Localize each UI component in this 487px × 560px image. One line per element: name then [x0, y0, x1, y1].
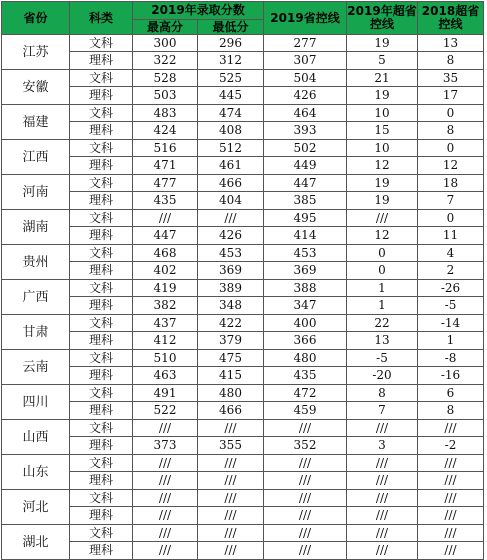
control-line-cell: ///	[264, 490, 347, 507]
min-score-cell: 404	[198, 192, 264, 210]
control-line-cell: 426	[264, 87, 347, 105]
control-line-cell: 393	[264, 122, 347, 140]
over-2018-cell: ///	[418, 490, 484, 507]
max-score-cell: 491	[133, 385, 198, 402]
over-2018-cell: 8	[418, 402, 484, 420]
table-row	[2, 192, 484, 210]
subject-cell: 文科	[70, 385, 133, 402]
over-2019-cell: 19	[347, 192, 418, 210]
control-line-cell: 480	[264, 350, 347, 367]
over-2019-cell: 12	[347, 227, 418, 245]
header-min-score: 最低分	[198, 20, 264, 35]
table-row	[2, 297, 484, 315]
subject-cell: 文科	[70, 175, 133, 192]
over-2018-cell: 0	[418, 210, 484, 227]
table-row	[2, 315, 484, 332]
table-row	[2, 402, 484, 420]
max-score-cell: 528	[133, 70, 198, 87]
control-line-cell: 400	[264, 315, 347, 332]
max-score-cell: 373	[133, 437, 198, 455]
max-score-cell: 424	[133, 122, 198, 140]
province-cell: 广西	[2, 280, 70, 315]
max-score-cell: ///	[133, 210, 198, 227]
header-province: 省份	[2, 2, 70, 35]
table-row	[2, 245, 484, 262]
table-row	[2, 140, 484, 157]
max-score-cell: 435	[133, 192, 198, 210]
control-line-cell: 472	[264, 385, 347, 402]
min-score-cell: 415	[198, 367, 264, 385]
table-row	[2, 105, 484, 122]
max-score-cell: 483	[133, 105, 198, 122]
over-2019-cell: -5	[347, 350, 418, 367]
header-score-group: 2019年录取分数	[133, 2, 264, 20]
table-row	[2, 280, 484, 297]
over-2019-cell: 19	[347, 87, 418, 105]
over-2018-cell: 11	[418, 227, 484, 245]
control-line-cell: ///	[264, 472, 347, 490]
table-row	[2, 367, 484, 385]
max-score-cell: ///	[133, 472, 198, 490]
over-2019-cell: 10	[347, 105, 418, 122]
min-score-cell: 466	[198, 402, 264, 420]
over-2019-cell: 15	[347, 122, 418, 140]
min-score-cell: 312	[198, 52, 264, 70]
subject-cell: 理科	[70, 52, 133, 70]
table-row	[2, 70, 484, 87]
table-row	[2, 385, 484, 402]
table-row	[2, 542, 484, 560]
over-2018-cell: -16	[418, 367, 484, 385]
over-2018-cell: -26	[418, 280, 484, 297]
over-2018-cell: 4	[418, 245, 484, 262]
province-cell: 江苏	[2, 35, 70, 70]
province-cell: 甘肃	[2, 315, 70, 350]
min-score-cell: 480	[198, 385, 264, 402]
table-row	[2, 52, 484, 70]
table-row	[2, 87, 484, 105]
over-2018-cell: 0	[418, 105, 484, 122]
control-line-cell: 502	[264, 140, 347, 157]
max-score-cell: 382	[133, 297, 198, 315]
control-line-cell: ///	[264, 525, 347, 542]
min-score-cell: ///	[198, 472, 264, 490]
min-score-cell: 474	[198, 105, 264, 122]
over-2018-cell: ///	[418, 542, 484, 560]
province-cell: 云南	[2, 350, 70, 385]
min-score-cell: 422	[198, 315, 264, 332]
control-line-cell: 388	[264, 280, 347, 297]
province-cell: 河南	[2, 175, 70, 210]
min-score-cell: 445	[198, 87, 264, 105]
subject-cell: 文科	[70, 350, 133, 367]
control-line-cell: 447	[264, 175, 347, 192]
control-line-cell: 435	[264, 367, 347, 385]
min-score-cell: 348	[198, 297, 264, 315]
over-2019-cell: 0	[347, 262, 418, 280]
min-score-cell: ///	[198, 507, 264, 525]
over-2019-cell: 3	[347, 437, 418, 455]
table-body	[2, 35, 484, 560]
subject-cell: 文科	[70, 140, 133, 157]
control-line-cell: ///	[264, 455, 347, 472]
over-2019-cell: -20	[347, 367, 418, 385]
over-2019-cell: 0	[347, 245, 418, 262]
subject-cell: 理科	[70, 332, 133, 350]
control-line-cell: ///	[264, 420, 347, 437]
min-score-cell: 355	[198, 437, 264, 455]
table-row	[2, 332, 484, 350]
table-row	[2, 210, 484, 227]
control-line-cell: 495	[264, 210, 347, 227]
max-score-cell: 300	[133, 35, 198, 52]
control-line-cell: ///	[264, 507, 347, 525]
min-score-cell: ///	[198, 525, 264, 542]
min-score-cell: 453	[198, 245, 264, 262]
max-score-cell: 471	[133, 157, 198, 175]
subject-cell: 理科	[70, 402, 133, 420]
table-row	[2, 472, 484, 490]
max-score-cell: 510	[133, 350, 198, 367]
province-cell: 河北	[2, 490, 70, 525]
subject-cell: 理科	[70, 437, 133, 455]
subject-cell: 理科	[70, 122, 133, 140]
over-2019-cell: 8	[347, 385, 418, 402]
table-row	[2, 175, 484, 192]
over-2018-cell: ///	[418, 420, 484, 437]
header-line-2019: 2019省控线	[264, 2, 347, 35]
max-score-cell: ///	[133, 507, 198, 525]
max-score-cell: 503	[133, 87, 198, 105]
min-score-cell: 379	[198, 332, 264, 350]
subject-cell: 理科	[70, 227, 133, 245]
header-over-2018: 2018超省控线	[418, 2, 484, 35]
control-line-cell: 459	[264, 402, 347, 420]
province-cell: 贵州	[2, 245, 70, 280]
max-score-cell: 322	[133, 52, 198, 70]
province-cell: 江西	[2, 140, 70, 175]
max-score-cell: 437	[133, 315, 198, 332]
subject-cell: 理科	[70, 87, 133, 105]
min-score-cell: ///	[198, 210, 264, 227]
over-2018-cell: -5	[418, 297, 484, 315]
max-score-cell: 477	[133, 175, 198, 192]
min-score-cell: 461	[198, 157, 264, 175]
header-subject: 科类	[70, 2, 133, 35]
min-score-cell: 475	[198, 350, 264, 367]
over-2019-cell: 22	[347, 315, 418, 332]
max-score-cell: 412	[133, 332, 198, 350]
table-row	[2, 455, 484, 472]
subject-cell: 文科	[70, 315, 133, 332]
min-score-cell: 512	[198, 140, 264, 157]
subject-cell: 文科	[70, 105, 133, 122]
table-row	[2, 525, 484, 542]
over-2018-cell: 13	[418, 35, 484, 52]
control-line-cell: 369	[264, 262, 347, 280]
min-score-cell: 408	[198, 122, 264, 140]
header-over-2019: 2019年超省控线	[347, 2, 418, 35]
over-2019-cell: 10	[347, 140, 418, 157]
admission-score-table	[1, 1, 484, 560]
over-2019-cell: ///	[347, 472, 418, 490]
table-row	[2, 227, 484, 245]
province-cell: 湖北	[2, 525, 70, 560]
min-score-cell: ///	[198, 490, 264, 507]
min-score-cell: 466	[198, 175, 264, 192]
min-score-cell: 426	[198, 227, 264, 245]
min-score-cell: 369	[198, 262, 264, 280]
over-2018-cell: ///	[418, 455, 484, 472]
table-row	[2, 35, 484, 52]
over-2018-cell: 8	[418, 122, 484, 140]
over-2019-cell: 1	[347, 280, 418, 297]
table-row	[2, 420, 484, 437]
province-cell: 福建	[2, 105, 70, 140]
over-2019-cell: 19	[347, 35, 418, 52]
subject-cell: 理科	[70, 262, 133, 280]
over-2018-cell: 8	[418, 52, 484, 70]
max-score-cell: ///	[133, 525, 198, 542]
over-2019-cell: 13	[347, 332, 418, 350]
control-line-cell: 307	[264, 52, 347, 70]
over-2019-cell: 5	[347, 52, 418, 70]
over-2019-cell: 1	[347, 297, 418, 315]
table-row	[2, 262, 484, 280]
subject-cell: 文科	[70, 35, 133, 52]
subject-cell: 理科	[70, 367, 133, 385]
min-score-cell: ///	[198, 542, 264, 560]
control-line-cell: 385	[264, 192, 347, 210]
over-2019-cell: 12	[347, 157, 418, 175]
table-row	[2, 350, 484, 367]
over-2018-cell: 7	[418, 192, 484, 210]
over-2018-cell: -2	[418, 437, 484, 455]
over-2018-cell: 0	[418, 140, 484, 157]
subject-cell: 文科	[70, 280, 133, 297]
subject-cell: 理科	[70, 507, 133, 525]
control-line-cell: ///	[264, 542, 347, 560]
over-2019-cell: ///	[347, 420, 418, 437]
min-score-cell: 525	[198, 70, 264, 87]
table-row	[2, 490, 484, 507]
table-row	[2, 507, 484, 525]
over-2019-cell: 21	[347, 70, 418, 87]
subject-cell: 理科	[70, 157, 133, 175]
over-2018-cell: ///	[418, 507, 484, 525]
province-cell: 山东	[2, 455, 70, 490]
over-2019-cell: ///	[347, 525, 418, 542]
control-line-cell: 453	[264, 245, 347, 262]
min-score-cell: ///	[198, 420, 264, 437]
over-2018-cell: 2	[418, 262, 484, 280]
subject-cell: 文科	[70, 525, 133, 542]
max-score-cell: ///	[133, 455, 198, 472]
table-row	[2, 437, 484, 455]
over-2018-cell: ///	[418, 525, 484, 542]
control-line-cell: 277	[264, 35, 347, 52]
subject-cell: 文科	[70, 210, 133, 227]
header-max-score: 最高分	[133, 20, 198, 35]
province-cell: 安徽	[2, 70, 70, 105]
over-2019-cell: 7	[347, 402, 418, 420]
max-score-cell: 419	[133, 280, 198, 297]
subject-cell: 文科	[70, 490, 133, 507]
max-score-cell: 447	[133, 227, 198, 245]
table-row	[2, 122, 484, 140]
subject-cell: 文科	[70, 70, 133, 87]
max-score-cell: 516	[133, 140, 198, 157]
subject-cell: 理科	[70, 542, 133, 560]
min-score-cell: ///	[198, 455, 264, 472]
max-score-cell: 463	[133, 367, 198, 385]
province-cell: 湖南	[2, 210, 70, 245]
over-2018-cell: ///	[418, 472, 484, 490]
control-line-cell: 504	[264, 70, 347, 87]
table-row	[2, 157, 484, 175]
max-score-cell: 522	[133, 402, 198, 420]
over-2018-cell: 17	[418, 87, 484, 105]
over-2019-cell: ///	[347, 210, 418, 227]
over-2019-cell: ///	[347, 507, 418, 525]
over-2019-cell: ///	[347, 490, 418, 507]
over-2018-cell: -14	[418, 315, 484, 332]
max-score-cell: ///	[133, 542, 198, 560]
over-2019-cell: ///	[347, 455, 418, 472]
control-line-cell: 347	[264, 297, 347, 315]
control-line-cell: 352	[264, 437, 347, 455]
max-score-cell: 402	[133, 262, 198, 280]
subject-cell: 理科	[70, 472, 133, 490]
min-score-cell: 296	[198, 35, 264, 52]
min-score-cell: 389	[198, 280, 264, 297]
control-line-cell: 414	[264, 227, 347, 245]
max-score-cell: ///	[133, 490, 198, 507]
province-cell: 山西	[2, 420, 70, 455]
control-line-cell: 366	[264, 332, 347, 350]
control-line-cell: 464	[264, 105, 347, 122]
subject-cell: 理科	[70, 192, 133, 210]
subject-cell: 文科	[70, 455, 133, 472]
max-score-cell: ///	[133, 420, 198, 437]
province-cell: 四川	[2, 385, 70, 420]
over-2018-cell: 6	[418, 385, 484, 402]
over-2018-cell: 12	[418, 157, 484, 175]
control-line-cell: 449	[264, 157, 347, 175]
subject-cell: 文科	[70, 245, 133, 262]
over-2018-cell: 1	[418, 332, 484, 350]
over-2018-cell: 35	[418, 70, 484, 87]
subject-cell: 理科	[70, 297, 133, 315]
over-2018-cell: 18	[418, 175, 484, 192]
max-score-cell: 468	[133, 245, 198, 262]
over-2018-cell: -8	[418, 350, 484, 367]
subject-cell: 文科	[70, 420, 133, 437]
over-2019-cell: ///	[347, 542, 418, 560]
over-2019-cell: 19	[347, 175, 418, 192]
